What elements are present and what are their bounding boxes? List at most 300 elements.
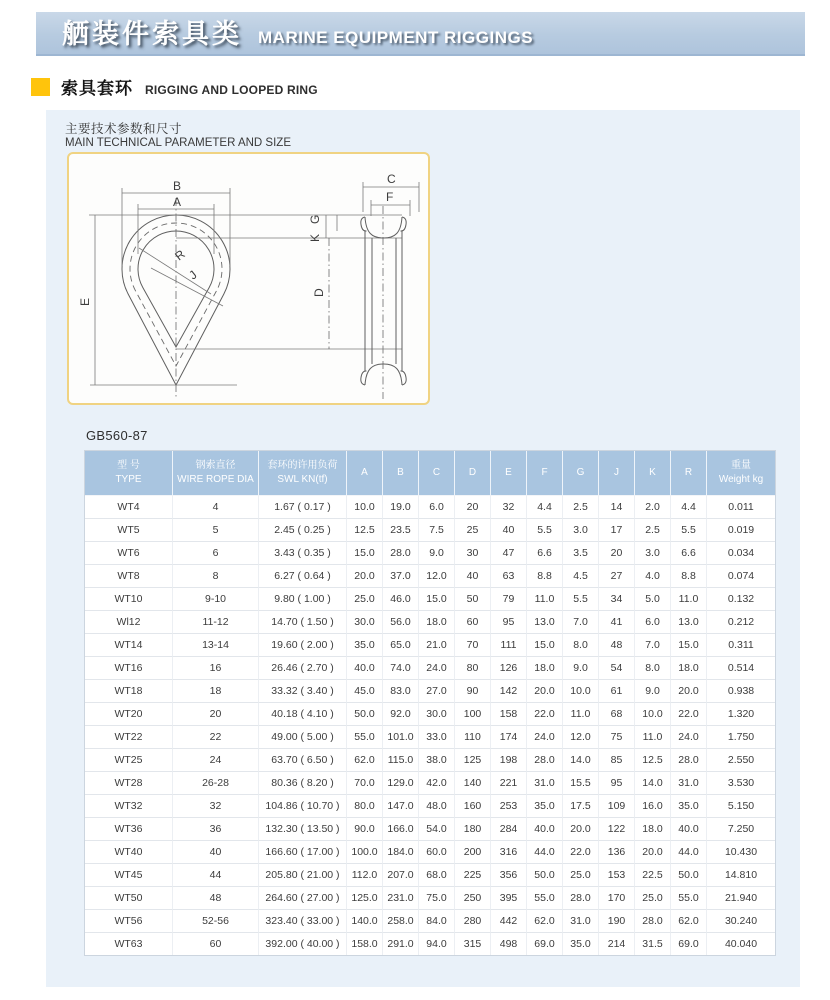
- table-cell: 56.0: [383, 610, 419, 633]
- table-cell: 55.0: [671, 886, 707, 909]
- table-row: [85, 748, 775, 771]
- table-cell: 12.5: [635, 748, 671, 771]
- table-cell: 18.0: [671, 656, 707, 679]
- table-cell: Wl12: [85, 610, 173, 633]
- table-cell: 136: [599, 840, 635, 863]
- table-cell: 75: [599, 725, 635, 748]
- table-cell: 6.6: [671, 541, 707, 564]
- table-cell: 18.0: [527, 656, 563, 679]
- table-cell: WT6: [85, 541, 173, 564]
- dim-label-b: B: [173, 179, 182, 193]
- table-cell: 38.0: [419, 748, 455, 771]
- table-cell: 90: [455, 679, 491, 702]
- table-cell: 13.0: [671, 610, 707, 633]
- table-cell: 23.5: [383, 518, 419, 541]
- table-cell: 264.60 ( 27.00 ): [259, 886, 347, 909]
- table-cell: 22.0: [671, 702, 707, 725]
- table-cell: 122: [599, 817, 635, 840]
- table-cell: 198: [491, 748, 527, 771]
- table-cell: 10.0: [347, 495, 383, 518]
- table-cell: 22.0: [563, 840, 599, 863]
- table-cell: 2.5: [563, 495, 599, 518]
- table-cell: 63: [491, 564, 527, 587]
- table-cell: 101.0: [383, 725, 419, 748]
- table-cell: 25.0: [347, 587, 383, 610]
- table-row: [85, 702, 775, 725]
- table-cell: 126: [491, 656, 527, 679]
- table-cell: 16: [173, 656, 259, 679]
- table-cell: WT45: [85, 863, 173, 886]
- table-cell: 158: [491, 702, 527, 725]
- table-row: [85, 656, 775, 679]
- table-cell: 20.0: [635, 840, 671, 863]
- table-cell: 7.0: [635, 633, 671, 656]
- table-cell: 0.074: [707, 564, 775, 587]
- table-cell: 15.0: [419, 587, 455, 610]
- standard-number: GB560-87: [86, 428, 148, 443]
- table-cell: 9.0: [635, 679, 671, 702]
- table-cell: 6: [173, 541, 259, 564]
- table-cell: 1.67 ( 0.17 ): [259, 495, 347, 518]
- table-cell: 95: [599, 771, 635, 794]
- spec-table: [85, 451, 775, 955]
- dim-label-a: A: [173, 195, 182, 209]
- table-cell: 40.040: [707, 932, 775, 955]
- table-row: [85, 863, 775, 886]
- table-row: [85, 725, 775, 748]
- dim-label-r: R: [172, 246, 188, 264]
- content-panel: [46, 110, 800, 987]
- table-cell: 48: [173, 886, 259, 909]
- table-cell: 2.0: [635, 495, 671, 518]
- table-cell: 214: [599, 932, 635, 955]
- banner-title-zh: 舾装件索具类: [62, 19, 242, 49]
- dim-label-e: E: [78, 297, 92, 306]
- table-cell: 9.0: [419, 541, 455, 564]
- column-header: F: [527, 451, 563, 495]
- table-row: [85, 495, 775, 518]
- table-cell: 10.430: [707, 840, 775, 863]
- dim-label-d: D: [312, 288, 326, 297]
- table-cell: 28.0: [563, 886, 599, 909]
- table-cell: 395: [491, 886, 527, 909]
- table-cell: 44: [173, 863, 259, 886]
- table-cell: 24.0: [527, 725, 563, 748]
- table-cell: 75.0: [419, 886, 455, 909]
- table-cell: WT25: [85, 748, 173, 771]
- table-cell: 31.5: [635, 932, 671, 955]
- table-cell: 12.5: [347, 518, 383, 541]
- table-cell: 14.70 ( 1.50 ): [259, 610, 347, 633]
- column-header: 重量 Weight kg: [707, 451, 775, 495]
- table-cell: 3.0: [635, 541, 671, 564]
- table-cell: 9-10: [173, 587, 259, 610]
- table-cell: 50.0: [527, 863, 563, 886]
- table-cell: 258.0: [383, 909, 419, 932]
- table-cell: 65.0: [383, 633, 419, 656]
- table-cell: 95: [491, 610, 527, 633]
- table-cell: 10.0: [563, 679, 599, 702]
- thimble-technical-drawing: [69, 154, 428, 403]
- table-cell: 142: [491, 679, 527, 702]
- table-cell: 221: [491, 771, 527, 794]
- table-cell: 34: [599, 587, 635, 610]
- table-cell: 8.0: [563, 633, 599, 656]
- table-cell: 20.0: [347, 564, 383, 587]
- table-row: [85, 564, 775, 587]
- table-cell: 250: [455, 886, 491, 909]
- table-cell: 50.0: [671, 863, 707, 886]
- table-cell: WT63: [85, 932, 173, 955]
- table-cell: 21.0: [419, 633, 455, 656]
- table-cell: 33.0: [419, 725, 455, 748]
- table-cell: 40: [455, 564, 491, 587]
- table-row: [85, 794, 775, 817]
- table-cell: WT5: [85, 518, 173, 541]
- table-row: [85, 909, 775, 932]
- table-cell: 22.0: [527, 702, 563, 725]
- table-cell: 316: [491, 840, 527, 863]
- table-cell: 31.0: [527, 771, 563, 794]
- table-cell: 125.0: [347, 886, 383, 909]
- table-cell: 30.0: [347, 610, 383, 633]
- table-cell: 28.0: [527, 748, 563, 771]
- table-cell: 27.0: [419, 679, 455, 702]
- table-cell: 0.011: [707, 495, 775, 518]
- panel-subtitle-zh: 主要技术参数和尺寸: [65, 122, 183, 136]
- table-cell: WT50: [85, 886, 173, 909]
- table-cell: 4.4: [527, 495, 563, 518]
- table-cell: 7.250: [707, 817, 775, 840]
- table-cell: 19.60 ( 2.00 ): [259, 633, 347, 656]
- page-banner: [36, 12, 805, 56]
- table-cell: 45.0: [347, 679, 383, 702]
- table-cell: 80.0: [347, 794, 383, 817]
- table-cell: 22.5: [635, 863, 671, 886]
- table-cell: 129.0: [383, 771, 419, 794]
- table-cell: 0.514: [707, 656, 775, 679]
- table-cell: 18: [173, 679, 259, 702]
- column-header: B: [383, 451, 419, 495]
- table-cell: 166.60 ( 17.00 ): [259, 840, 347, 863]
- table-header-row: [85, 451, 775, 495]
- table-cell: 52-56: [173, 909, 259, 932]
- column-header: J: [599, 451, 635, 495]
- table-cell: 12.0: [563, 725, 599, 748]
- table-cell: 11.0: [527, 587, 563, 610]
- table-cell: 94.0: [419, 932, 455, 955]
- table-cell: 7.5: [419, 518, 455, 541]
- table-cell: 22: [173, 725, 259, 748]
- table-cell: 74.0: [383, 656, 419, 679]
- table-cell: 20.0: [671, 679, 707, 702]
- table-cell: 205.80 ( 21.00 ): [259, 863, 347, 886]
- table-cell: 110: [455, 725, 491, 748]
- table-cell: 0.938: [707, 679, 775, 702]
- table-cell: 100.0: [347, 840, 383, 863]
- column-header: A: [347, 451, 383, 495]
- table-cell: 28.0: [635, 909, 671, 932]
- table-cell: WT4: [85, 495, 173, 518]
- table-cell: 3.0: [563, 518, 599, 541]
- table-cell: 40: [173, 840, 259, 863]
- table-cell: 15.5: [563, 771, 599, 794]
- dim-label-k: K: [308, 233, 322, 242]
- table-cell: 12.0: [419, 564, 455, 587]
- table-cell: 13-14: [173, 633, 259, 656]
- table-cell: 158.0: [347, 932, 383, 955]
- table-cell: 15.0: [527, 633, 563, 656]
- table-cell: 5.5: [527, 518, 563, 541]
- table-cell: 166.0: [383, 817, 419, 840]
- table-cell: 6.27 ( 0.64 ): [259, 564, 347, 587]
- table-cell: 160: [455, 794, 491, 817]
- table-cell: 100: [455, 702, 491, 725]
- table-cell: 16.0: [635, 794, 671, 817]
- table-row: [85, 633, 775, 656]
- table-cell: 153: [599, 863, 635, 886]
- table-cell: 2.45 ( 0.25 ): [259, 518, 347, 541]
- table-cell: 46.0: [383, 587, 419, 610]
- table-cell: 104.86 ( 10.70 ): [259, 794, 347, 817]
- table-cell: 190: [599, 909, 635, 932]
- column-header: 型 号 TYPE: [85, 451, 173, 495]
- table-cell: 44.0: [527, 840, 563, 863]
- section-heading: [31, 74, 318, 99]
- table-cell: 498: [491, 932, 527, 955]
- table-cell: 79: [491, 587, 527, 610]
- table-cell: 92.0: [383, 702, 419, 725]
- column-header: 套环的许用负荷 SWL KN(tf): [259, 451, 347, 495]
- table-cell: 24.0: [419, 656, 455, 679]
- table-cell: 184.0: [383, 840, 419, 863]
- table-cell: 83.0: [383, 679, 419, 702]
- table-cell: 11-12: [173, 610, 259, 633]
- table-cell: 11.0: [671, 587, 707, 610]
- table-cell: WT8: [85, 564, 173, 587]
- table-cell: 8.0: [635, 656, 671, 679]
- table-cell: 0.132: [707, 587, 775, 610]
- table-cell: 47: [491, 541, 527, 564]
- table-cell: 68: [599, 702, 635, 725]
- table-row: [85, 817, 775, 840]
- table-cell: 5.5: [671, 518, 707, 541]
- panel-subtitle-en: MAIN TECHNICAL PARAMETER AND SIZE: [65, 137, 291, 149]
- table-cell: 200: [455, 840, 491, 863]
- table-cell: 30.240: [707, 909, 775, 932]
- table-cell: 48: [599, 633, 635, 656]
- table-cell: 27: [599, 564, 635, 587]
- table-cell: 62.0: [347, 748, 383, 771]
- table-cell: 20: [455, 495, 491, 518]
- table-cell: 21.940: [707, 886, 775, 909]
- table-cell: 356: [491, 863, 527, 886]
- table-cell: 10.0: [635, 702, 671, 725]
- table-cell: 28.0: [671, 748, 707, 771]
- dim-label-g: G: [308, 214, 322, 224]
- table-cell: 32: [173, 794, 259, 817]
- table-cell: 20.0: [527, 679, 563, 702]
- banner-title-en: MARINE EQUIPMENT RIGGINGS: [258, 28, 534, 47]
- table-cell: WT22: [85, 725, 173, 748]
- table-cell: 60: [455, 610, 491, 633]
- table-cell: 62.0: [527, 909, 563, 932]
- table-cell: 90.0: [347, 817, 383, 840]
- technical-drawing-box: [67, 152, 430, 405]
- table-cell: 62.0: [671, 909, 707, 932]
- table-cell: 14: [599, 495, 635, 518]
- table-cell: 55.0: [527, 886, 563, 909]
- table-cell: 25.0: [563, 863, 599, 886]
- section-title-zh: 索具套环: [61, 79, 133, 98]
- table-cell: 36: [173, 817, 259, 840]
- table-cell: 315: [455, 932, 491, 955]
- table-cell: 20: [599, 541, 635, 564]
- table-cell: 14.0: [635, 771, 671, 794]
- column-header: G: [563, 451, 599, 495]
- table-row: [85, 541, 775, 564]
- dim-label-f: F: [386, 190, 394, 204]
- table-cell: 180: [455, 817, 491, 840]
- table-cell: 61: [599, 679, 635, 702]
- table-row: [85, 679, 775, 702]
- table-cell: 48.0: [419, 794, 455, 817]
- table-cell: 60.0: [419, 840, 455, 863]
- table-cell: WT40: [85, 840, 173, 863]
- table-cell: 170: [599, 886, 635, 909]
- table-cell: 49.00 ( 5.00 ): [259, 725, 347, 748]
- table-cell: 18.0: [419, 610, 455, 633]
- table-cell: 25.0: [635, 886, 671, 909]
- table-cell: 9.0: [563, 656, 599, 679]
- table-cell: 2.550: [707, 748, 775, 771]
- table-cell: 85: [599, 748, 635, 771]
- table-cell: 8.8: [527, 564, 563, 587]
- table-row: [85, 932, 775, 955]
- table-cell: 147.0: [383, 794, 419, 817]
- table-row: [85, 587, 775, 610]
- table-cell: 6.0: [635, 610, 671, 633]
- table-cell: 80: [455, 656, 491, 679]
- table-row: [85, 518, 775, 541]
- table-cell: 40: [491, 518, 527, 541]
- table-cell: 4.5: [563, 564, 599, 587]
- table-cell: 15.0: [347, 541, 383, 564]
- table-cell: WT16: [85, 656, 173, 679]
- column-header: 钢索直径 WIRE ROPE DIA: [173, 451, 259, 495]
- table-row: [85, 840, 775, 863]
- column-header: K: [635, 451, 671, 495]
- table-cell: 31.0: [563, 909, 599, 932]
- table-cell: 50: [455, 587, 491, 610]
- table-cell: 55.0: [347, 725, 383, 748]
- table-cell: 20: [173, 702, 259, 725]
- table-cell: 54: [599, 656, 635, 679]
- table-cell: 24: [173, 748, 259, 771]
- table-cell: 111: [491, 633, 527, 656]
- table-cell: 174: [491, 725, 527, 748]
- table-cell: 70: [455, 633, 491, 656]
- table-cell: 115.0: [383, 748, 419, 771]
- table-cell: 26-28: [173, 771, 259, 794]
- dim-label-j: J: [186, 267, 200, 283]
- table-cell: WT20: [85, 702, 173, 725]
- table-cell: 15.0: [671, 633, 707, 656]
- column-header: R: [671, 451, 707, 495]
- table-cell: 42.0: [419, 771, 455, 794]
- table-cell: 5.0: [635, 587, 671, 610]
- table-cell: 33.32 ( 3.40 ): [259, 679, 347, 702]
- column-header: E: [491, 451, 527, 495]
- table-cell: 40.0: [671, 817, 707, 840]
- yellow-square-marker: [31, 78, 50, 96]
- table-cell: 8.8: [671, 564, 707, 587]
- table-cell: 109: [599, 794, 635, 817]
- table-cell: 28.0: [383, 541, 419, 564]
- table-cell: 17.5: [563, 794, 599, 817]
- table-cell: 323.40 ( 33.00 ): [259, 909, 347, 932]
- table-cell: 4.4: [671, 495, 707, 518]
- table-cell: 442: [491, 909, 527, 932]
- table-cell: 13.0: [527, 610, 563, 633]
- table-cell: 35.0: [671, 794, 707, 817]
- table-cell: 69.0: [671, 932, 707, 955]
- column-header: D: [455, 451, 491, 495]
- table-cell: 4.0: [635, 564, 671, 587]
- spec-table-wrap: [84, 450, 776, 956]
- table-cell: 284: [491, 817, 527, 840]
- table-cell: 25: [455, 518, 491, 541]
- table-cell: 5.150: [707, 794, 775, 817]
- table-cell: 5: [173, 518, 259, 541]
- table-cell: 50.0: [347, 702, 383, 725]
- table-cell: 80.36 ( 8.20 ): [259, 771, 347, 794]
- table-cell: 54.0: [419, 817, 455, 840]
- table-row: [85, 771, 775, 794]
- table-cell: 17: [599, 518, 635, 541]
- table-cell: 0.311: [707, 633, 775, 656]
- table-cell: 30: [455, 541, 491, 564]
- table-cell: WT36: [85, 817, 173, 840]
- table-cell: 140.0: [347, 909, 383, 932]
- table-cell: 69.0: [527, 932, 563, 955]
- table-cell: 7.0: [563, 610, 599, 633]
- table-cell: 37.0: [383, 564, 419, 587]
- table-cell: WT32: [85, 794, 173, 817]
- table-cell: 6.6: [527, 541, 563, 564]
- table-cell: 125: [455, 748, 491, 771]
- table-cell: 132.30 ( 13.50 ): [259, 817, 347, 840]
- table-cell: 35.0: [347, 633, 383, 656]
- table-cell: 35.0: [563, 932, 599, 955]
- table-cell: 60: [173, 932, 259, 955]
- column-header: C: [419, 451, 455, 495]
- table-cell: 1.320: [707, 702, 775, 725]
- table-cell: 8: [173, 564, 259, 587]
- table-cell: 70.0: [347, 771, 383, 794]
- table-cell: 140: [455, 771, 491, 794]
- table-cell: 44.0: [671, 840, 707, 863]
- table-cell: 112.0: [347, 863, 383, 886]
- dim-label-c: C: [387, 172, 396, 186]
- table-cell: 19.0: [383, 495, 419, 518]
- table-cell: 40.0: [527, 817, 563, 840]
- table-cell: 11.0: [635, 725, 671, 748]
- table-cell: WT14: [85, 633, 173, 656]
- table-cell: WT10: [85, 587, 173, 610]
- table-cell: 63.70 ( 6.50 ): [259, 748, 347, 771]
- table-cell: WT56: [85, 909, 173, 932]
